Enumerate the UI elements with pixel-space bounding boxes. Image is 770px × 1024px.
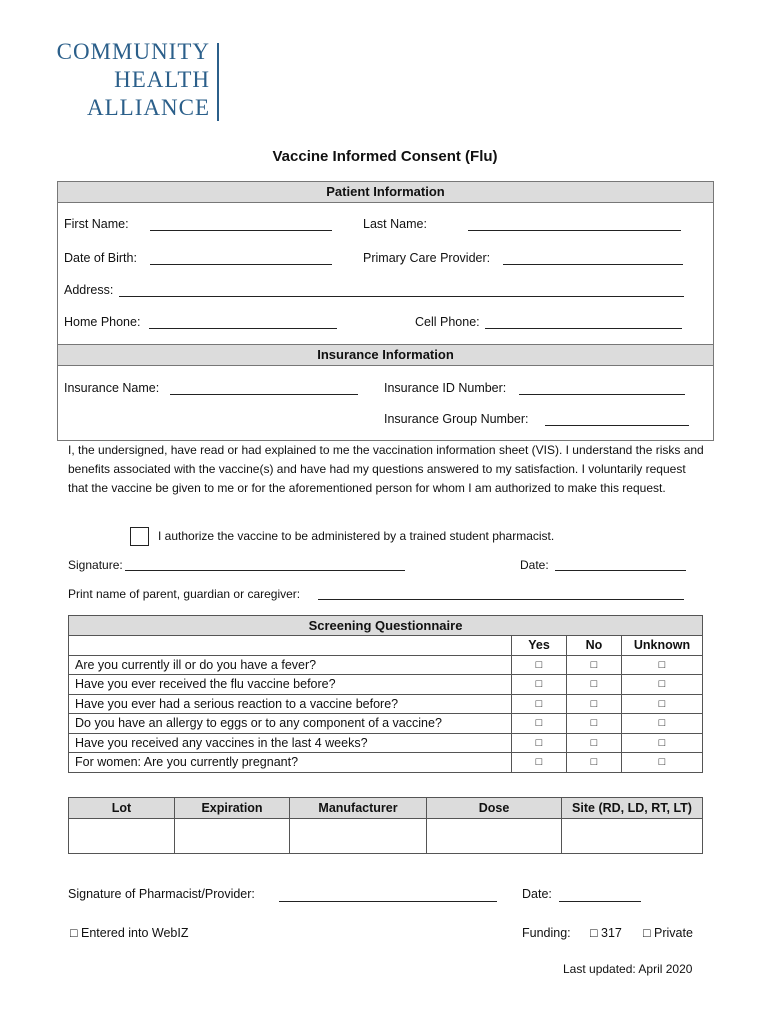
insurance-group-label: Insurance Group Number:	[384, 412, 529, 426]
form-title: Vaccine Informed Consent (Flu)	[272, 148, 498, 165]
patient-info-header: Patient Information	[58, 181, 713, 203]
yes-checkbox[interactable]: □	[512, 714, 567, 734]
col-no: No	[567, 636, 622, 656]
col-lot: Lot	[69, 798, 175, 819]
insurance-group-line[interactable]	[545, 413, 689, 426]
no-checkbox[interactable]: □	[567, 655, 622, 675]
screening-table	[68, 615, 703, 773]
no-checkbox[interactable]: □	[567, 714, 622, 734]
col-unknown: Unknown	[622, 636, 703, 656]
last-name-label: Last Name:	[363, 217, 427, 231]
yes-checkbox[interactable]: □	[512, 733, 567, 753]
authorize-label: I authorize the vaccine to be administered by a trained student pharmacist.	[158, 529, 555, 543]
pharmacist-date-line[interactable]	[559, 889, 641, 902]
date-line[interactable]	[555, 558, 686, 571]
pharmacist-signature-label: Signature of Pharmacist/Provider:	[68, 887, 255, 901]
col-expiration: Expiration	[175, 798, 290, 819]
print-name-line[interactable]	[318, 587, 684, 600]
no-checkbox[interactable]: □	[567, 694, 622, 714]
print-name-label: Print name of parent, guardian or caregiver:	[68, 587, 301, 601]
unknown-checkbox[interactable]: □	[622, 714, 703, 734]
signature-label: Signature:	[68, 558, 123, 572]
table-row	[69, 733, 703, 753]
date-label: Date:	[520, 558, 549, 572]
col-dose: Dose	[427, 798, 562, 819]
signature-line[interactable]	[125, 558, 405, 571]
lot-cell[interactable]	[69, 819, 175, 854]
unknown-checkbox[interactable]: □	[622, 753, 703, 773]
no-checkbox[interactable]: □	[567, 675, 622, 695]
question: Are you currently ill or do you have a fever?	[69, 655, 512, 675]
unknown-checkbox[interactable]: □	[622, 675, 703, 695]
insurance-name-line[interactable]	[170, 382, 358, 395]
unknown-checkbox[interactable]: □	[622, 733, 703, 753]
no-checkbox[interactable]: □	[567, 753, 622, 773]
insurance-name-label: Insurance Name:	[64, 381, 160, 395]
dob-line[interactable]	[150, 252, 332, 265]
question: Have you ever had a serious reaction to a vaccine before?	[69, 694, 512, 714]
table-row	[69, 675, 703, 695]
col-yes: Yes	[512, 636, 567, 656]
funding-private-checkbox[interactable]: □ Private	[643, 926, 693, 940]
table-row	[69, 655, 703, 675]
logo-line-2: HEALTH	[114, 67, 210, 92]
consent-statement: I, the undersigned, have read or had explained to me the vaccination information sheet (VIS). I understand the risks and benefits associated with the vaccine(s) and have had my questions answered to my satisfaction. I voluntarily request that the vaccine be given to me or for the aforementioned person for whom I am authorized to make this request.	[68, 443, 704, 495]
logo-line-1: COMMUNITY	[56, 39, 210, 64]
col-site: Site (RD, LD, RT, LT)	[562, 798, 703, 819]
authorize-checkbox[interactable]	[130, 527, 149, 546]
logo-divider	[217, 43, 219, 121]
question: For women: Are you currently pregnant?	[69, 753, 512, 773]
insurance-id-label: Insurance ID Number:	[384, 381, 507, 395]
insurance-id-line[interactable]	[519, 382, 685, 395]
pcp-label: Primary Care Provider:	[363, 251, 491, 265]
lot-table	[68, 797, 703, 854]
funding-317-checkbox[interactable]: □ 317	[590, 926, 622, 940]
question: Have you received any vaccines in the last 4 weeks?	[69, 733, 512, 753]
address-label: Address:	[64, 283, 114, 297]
no-checkbox[interactable]: □	[567, 733, 622, 753]
col-manufacturer: Manufacturer	[290, 798, 427, 819]
unknown-checkbox[interactable]: □	[622, 694, 703, 714]
address-line[interactable]	[119, 284, 684, 297]
first-name-label: First Name:	[64, 217, 129, 231]
pcp-line[interactable]	[503, 252, 683, 265]
pharmacist-date-label: Date:	[522, 887, 552, 901]
unknown-checkbox[interactable]: □	[622, 655, 703, 675]
table-row	[69, 694, 703, 714]
last-name-line[interactable]	[468, 218, 681, 231]
dob-label: Date of Birth:	[64, 251, 137, 265]
yes-checkbox[interactable]: □	[512, 753, 567, 773]
logo-line-3: ALLIANCE	[87, 95, 210, 120]
entered-webiz-checkbox[interactable]: □ Entered into WebIZ	[70, 926, 189, 940]
manufacturer-cell[interactable]	[290, 819, 427, 854]
screening-title: Screening Questionnaire	[69, 616, 703, 636]
yes-checkbox[interactable]: □	[512, 694, 567, 714]
cell-phone-line[interactable]	[485, 316, 682, 329]
dose-cell[interactable]	[427, 819, 562, 854]
first-name-field[interactable]	[64, 217, 129, 231]
site-cell[interactable]	[562, 819, 703, 854]
insurance-info-header: Insurance Information	[58, 344, 713, 366]
yes-checkbox[interactable]: □	[512, 675, 567, 695]
pharmacist-signature-line[interactable]	[279, 889, 497, 902]
expiration-cell[interactable]	[175, 819, 290, 854]
table-row	[69, 753, 703, 773]
funding-label: Funding:	[522, 926, 571, 940]
question: Have you ever received the flu vaccine before?	[69, 675, 512, 695]
table-row	[69, 819, 703, 854]
last-updated: Last updated: April 2020	[563, 962, 693, 976]
home-phone-label: Home Phone:	[64, 315, 141, 329]
home-phone-line[interactable]	[149, 316, 337, 329]
cell-phone-label: Cell Phone:	[415, 315, 480, 329]
question: Do you have an allergy to eggs or to any component of a vaccine?	[69, 714, 512, 734]
yes-checkbox[interactable]: □	[512, 655, 567, 675]
screening-blank-header	[69, 636, 512, 656]
first-name-line[interactable]	[150, 218, 332, 231]
table-row	[69, 714, 703, 734]
